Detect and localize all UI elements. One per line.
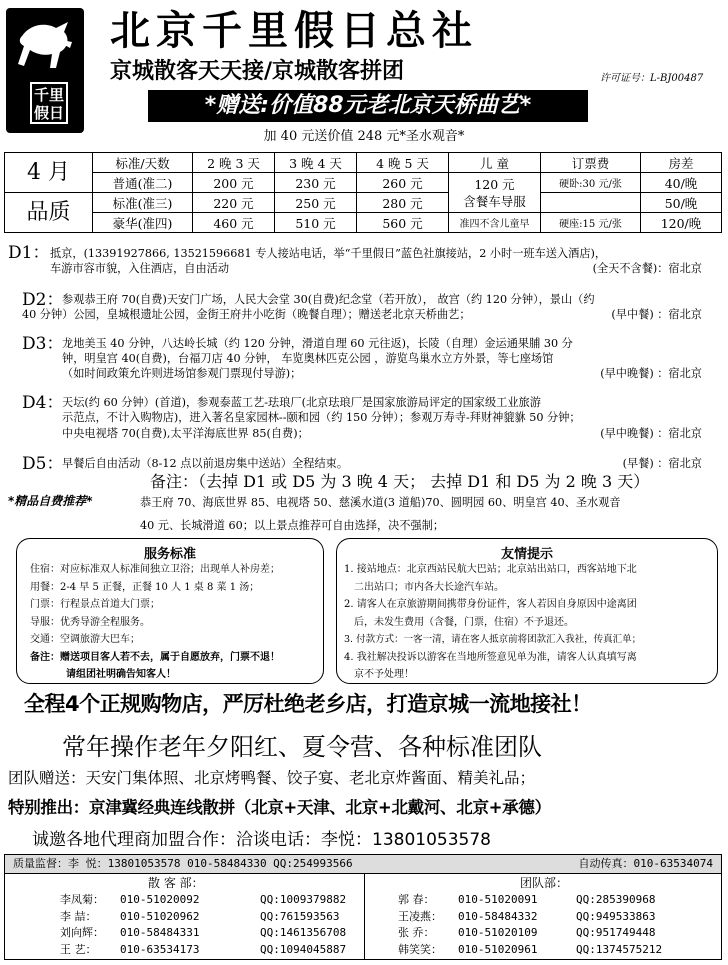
contact-row: 郭 春： 010-51020091 QQ:285390968 [398,893,656,906]
contact-row: 王 艺： 010-63534173 QQ:1094045887 [60,942,347,956]
day4-line1: 天坛(约 60 分钟）(首道)，参观泰蓝工艺-珐琅厂(北京珐琅厂是国家旅游局评定的国家级工业旅游 [62,396,541,409]
row2-room: 50/晚 [641,193,722,213]
day2-meal: (早中餐) ：宿北京 [611,308,702,321]
child-price: 120 元 [474,176,515,192]
header-standard: 标准/天数 [93,153,193,173]
row2-price-5d: 280 元 [357,193,449,213]
contact-row: 王凌燕： 010-58484332 QQ:949533863 [398,909,656,923]
day3-meal: (早中晚餐) ：宿北京 [600,367,702,380]
day3-line1: 龙地美玉 40 分钟，八达岭长城（约 120 分钟，滑道自理 60 元往返)，长陵（自理）金运通果脯 30 分 [62,337,573,350]
gift-banner: *赠送:价值88元老北京天桥曲艺* [148,90,588,122]
tip-line: 后，未发生费用（含餐，门票，住宿）不予退还。 [354,616,574,628]
quality-cell: 品质 [5,193,93,233]
service-note-line1: 赠送项目客人若不去，属于自愿放弃，门票不退！ [60,651,280,663]
row2-standard: 标准(准三) [93,193,193,213]
month-cell: 4 月 [5,153,93,193]
header-4n5d: 4 晚 5 天 [357,153,449,173]
day5-line1: 早餐后自由活动（8-12 点以前退房集中送站）全程结束。 [62,457,349,470]
service-line: 门票：行程景点首道大门票； [30,599,160,610]
row1-fee: 硬卧:30 元/张 [541,173,641,193]
group-contacts [398,892,718,958]
row1-room: 40/晚 [641,173,722,193]
logo-text-line1: 千里 [33,86,64,104]
recommend-line1: 恭王府 70、海底世界 85、电视塔 50、慈溪水道(3 道船)70、圆明园 60、明皇宫 40、圣水观音 [140,496,621,509]
header-child: 儿 童 [449,153,541,173]
row3-price-5d: 560 元 [357,213,449,233]
row3-price-3d: 460 元 [193,213,275,233]
service-line: 用餐：2-4 早 5 正餐，正餐 10 人 1 桌 8 菜 1 汤； [30,581,260,593]
quality-supervisor: 质量监督：李 悦：13801053578 010-58484330 QQ:254993566 [13,857,353,870]
day2-line1: 参观恭王府 70(自费)天安门广场，人民大会堂 30(自费)纪念堂（若开放）， 故宫（约 120 分钟），景山（约 [62,293,595,306]
service-note-label: 备注： [30,651,60,663]
service-line: 住宿：对应标准双人标准间独立卫浴；出现单人补房差； [30,564,280,575]
promo-team-gifts: 团队赠送：天安门集体照、北京烤鸭餐、饺子宴、老北京炸酱面、精美礼品； [8,769,536,787]
promo-agents: 诚邀各地代理商加盟合作：洽谈电话：李悦：13801053578 [32,830,491,850]
tip-line: 1. 接站地点：北京西站民航大巴站；北京站出站口，西客站地下北 [344,564,637,575]
child-note: 含餐车导服 [463,193,526,209]
price-row-2 [5,193,722,213]
contact-row: 韩笑笑： 010-51020961 QQ:1374575212 [398,942,663,956]
day3-line3: （如时间政策允许则进场馆参观门票现付导游)； [62,367,302,380]
row2-price-3d: 220 元 [193,193,275,213]
price-row-3 [5,213,722,233]
contact-row: 李 喆： 010-51020962 QQ:761593563 [60,909,340,923]
price-row-1 [5,173,722,193]
itinerary-note: 备注：（去掉 D1 或 D5 为 3 晚 4 天； 去掉 D1 和 D5 为 2 晚 3 天） [150,472,650,491]
contact-row: 张 乔： 010-51020109 QQ:951749448 [398,926,656,939]
recommend-line2: 40 元、长城滑道 60；以上景点推荐可自由选择，决不强制； [140,519,445,532]
logo-text-line2: 假日 [33,104,64,122]
day2-label: D2： [22,290,64,310]
header-room-diff: 房差 [641,153,722,173]
auto-fax: 自动传真：010-63534074 [578,857,713,870]
row3-price-4d: 510 元 [275,213,357,233]
day5-meal: (早餐) ：宿北京 [622,457,702,470]
promo-groups: 常年操作老年夕阳红、夏令营、各种标准团队 [62,733,542,761]
tip-line: 2. 请客人在京旅游期间携带身份证件，客人若因自身原因中途离团 [344,599,637,610]
service-line: 导服：优秀导游全程服务。 [30,616,150,628]
slogan: 京城散客天天接/京城散客拼团 [110,59,405,84]
contact-divider [364,874,365,960]
promo-shopping: 全程4个正规购物店，严厉杜绝老乡店，打造京城一流地接社！ [24,692,592,716]
gift-extra: 加 40 元送价值 248 元*圣水观音* [263,129,465,144]
friendly-tips-list [344,561,714,684]
contact-row: 李凤菊： 010-51020092 QQ:1009379882 [60,893,347,906]
horse-logo-icon [16,18,74,74]
day2-line2: 40 分钟）公园，皇城根遗址公园，金街王府井小吃街（晚餐自理）；赠送老北京天桥曲艺； [22,308,471,321]
day4-meal: (早中晚餐) ：宿北京 [600,427,702,440]
service-standard-title: 服务标准 [143,547,196,562]
row3-standard: 豪华(准四) [93,213,193,233]
logo-text [30,82,68,124]
day4-label: D4： [22,393,64,413]
service-standard-list [30,561,320,684]
day1-line2: 车游市容市貌，入住酒店，自由活动 [50,262,230,275]
service-line: 交通：空调旅游大巴车； [30,634,140,645]
group-dept-title: 团队部： [520,876,569,890]
child-exclude: 准四不含儿童早 [449,213,541,233]
service-note-line2: 请组团社明确告知客人！ [66,669,176,680]
price-table [4,152,722,233]
day4-line2: 示范点，不计入购物店)，进入著名皇家园林--颐和园（约 150 分钟）；参观万寿寺-拜财神貔貅 50 分钟； [62,411,581,424]
tip-line: 3. 付款方式：一客一清，请在客人抵京前将团款汇入我社，传真汇单； [344,634,642,645]
day3-line2: 钟，明皇宫 40(自费)，台福刀店 40 分钟， 车览奥林匹克公园 ，游览鸟巢水立方外景，等七座场馆 [62,352,554,365]
row2-price-4d: 250 元 [275,193,357,213]
header-2n3d: 2 晚 3 天 [193,153,275,173]
retail-contacts [60,892,360,958]
tip-line: 二出站口；市内各大长途汽车站。 [354,581,504,593]
day1-line1: 抵京，(13391927866, 13521596681 专人接站电话，举“千里假日”蓝色社旗接站，2 小时一班车送入酒店)， [50,247,607,260]
day4-line3: 中央电视塔 70(自费),太平洋海底世界 85(自费)； [62,427,309,440]
day1-label: D1： [8,243,50,263]
recommend-label: *精品自费推荐* [8,494,93,508]
row3-fee: 硬座:15 元/张 [541,213,641,233]
day5-label: D5： [22,454,64,474]
agency-name: 北京千里假日总社 [110,8,478,54]
day3-label: D3： [22,334,64,354]
contact-row: 刘向辉： 010-58484331 QQ:1461356708 [60,926,347,939]
retail-dept-title: 散 客 部： [148,876,204,890]
row1-price-3d: 200 元 [193,173,275,193]
license-number: 许可证号：L-BJ00487 [600,73,704,84]
row2-fee [541,193,641,213]
row3-room: 120/晚 [641,213,722,233]
row1-standard: 普通(准二) [93,173,193,193]
promo-special: 特别推出：京津冀经典连线散拼（北京+天津、北京+北戴河、北京+承德） [8,798,551,817]
header-booking-fee: 订票费 [541,153,641,173]
day1-meal: (全天不含餐)：宿北京 [592,262,702,275]
child-price-cell [449,173,541,213]
row1-price-5d: 260 元 [357,173,449,193]
quality-supervision-bar [4,854,722,874]
tip-line: 京不予处理！ [354,669,414,680]
tip-line: 4. 我社解决投诉以游客在当地所签意见单为准，请客人认真填写离 [344,651,637,663]
price-header-row [5,153,722,173]
friendly-tips-title: 友情提示 [500,547,553,562]
row1-price-4d: 230 元 [275,173,357,193]
header-3n4d: 3 晚 4 天 [275,153,357,173]
